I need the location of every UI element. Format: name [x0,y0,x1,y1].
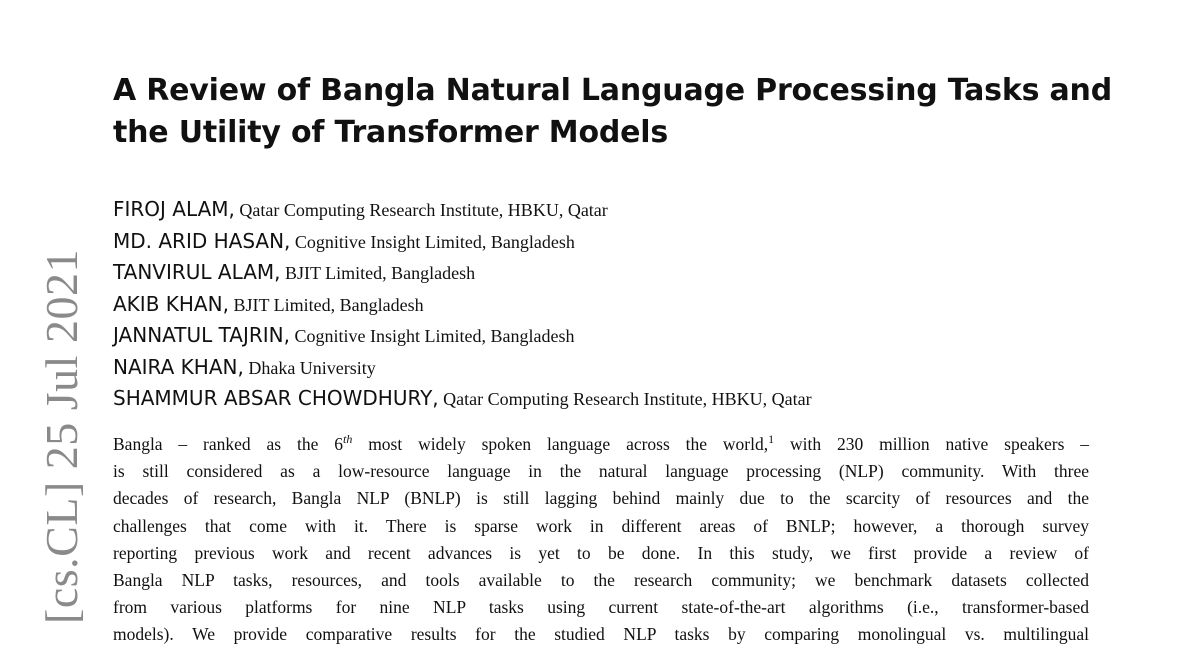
abstract [113,431,1089,649]
paper-title-line-2: the Utility of Transformer Models [113,115,669,150]
author-affiliation: Qatar Computing Research Institute, HBKU, Qatar [438,389,812,409]
abstract-line: is still considered as a low-resource language in the natural language processing (NLP) community. With three [113,461,1089,482]
paper-title [113,70,1123,154]
author-entry [113,289,1113,321]
arxiv-stamp [36,232,86,640]
author-name: JANNATUL TAJRIN, [113,323,290,347]
author-affiliation: Qatar Computing Research Institute, HBKU, Qatar [234,200,608,220]
author-affiliation: BJIT Limited, Bangladesh [228,294,424,315]
author-list [113,194,1113,415]
author-name: AKIB KHAN, [113,291,229,316]
paper-title-line-1: A Review of Bangla Natural Language Processing Tasks and [113,73,1112,108]
author-entry [113,226,1113,258]
abstract-line: models). We provide comparative results for the studied NLP tasks by comparing monolingual vs. multilingual [113,624,1089,645]
author-entry [113,257,1113,289]
author-name: FIROJ ALAM, [113,197,235,221]
arxiv-stamp-text: [cs.CL] 25 Jul 2021 [35,248,87,624]
author-affiliation: Cognitive Insight Limited, Bangladesh [290,326,575,346]
author-entry [113,194,1113,226]
abstract-line: challenges that come with it. There is sparse work in different areas of BNLP; however, a thorough survey [113,515,1089,536]
abstract-text: most widely spoken language across the world, [352,434,769,454]
abstract-line: Bangla NLP tasks, resources, and tools available to the research community; we benchmark datasets collected [113,570,1089,591]
author-name: SHAMMUR ABSAR CHOWDHURY, [113,386,439,410]
author-affiliation: Dhaka University [243,357,376,378]
abstract-line: from various platforms for nine NLP tasks using current state-of-the-art algorithms (i.e., transformer-based [113,597,1089,618]
abstract-text: Bangla – ranked as the 6 [113,434,343,454]
author-affiliation: Cognitive Insight Limited, Bangladesh [290,231,575,252]
abstract-line [113,431,1089,458]
author-name: TANVIRUL ALAM, [113,260,281,284]
author-entry [113,320,1113,352]
author-name: MD. ARID HASAN, [113,228,291,253]
author-entry [113,352,1113,384]
author-name: NAIRA KHAN, [113,354,244,379]
author-entry [113,383,1113,415]
footnote-marker: 1 [768,432,775,446]
ordinal-superscript: th [342,432,353,446]
author-affiliation: BJIT Limited, Bangladesh [280,263,476,283]
abstract-line: reporting previous work and recent advances is yet to be done. In this study, we first provide a review of [113,542,1089,563]
abstract-text: with 230 million native speakers – [774,434,1090,454]
abstract-line: decades of research, Bangla NLP (BNLP) is still lagging behind mainly due to the scarcity of resources and the [113,488,1089,509]
